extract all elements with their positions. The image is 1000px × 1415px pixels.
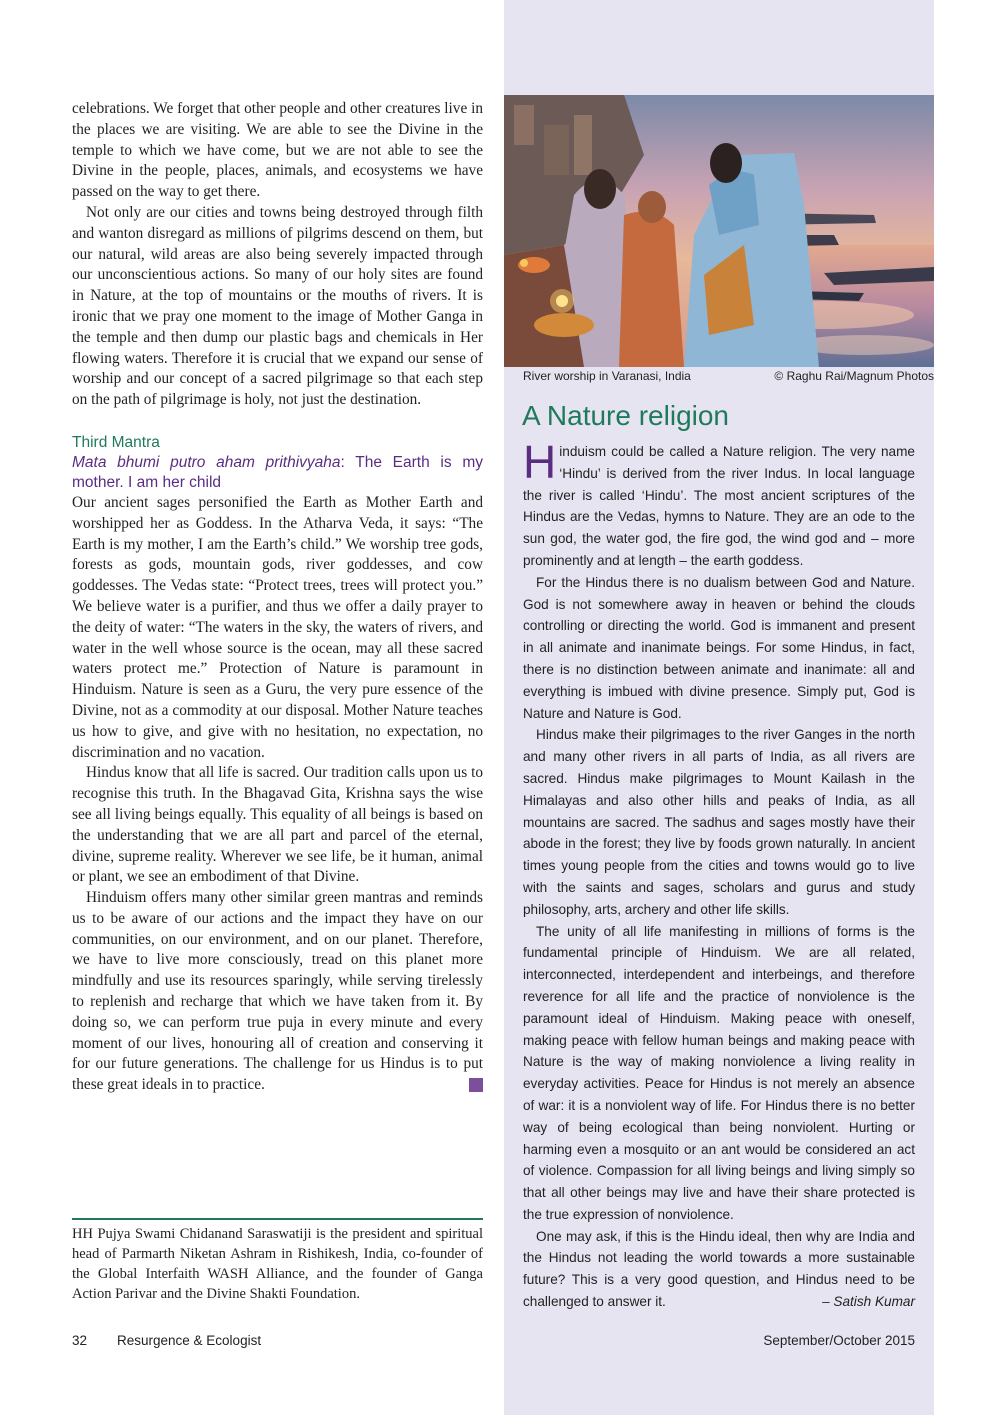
mantra-sanskrit: Mata bhumi putro aham prithivyaha [72, 453, 341, 471]
magazine-name: Resurgence & Ecologist [117, 1333, 262, 1348]
page-number: 32 [72, 1333, 88, 1348]
sidebar-paragraph: For the Hindus there is no dualism between God and Nature. God is not somewhere away in heaven or behind the clouds controlling or directing the world. God is immanent and present in all animate and inanimate beings. For some Hindus, in fact, there is no distinction between animate and inanimate: all and everything is imbued with divine presence. Simply put, God is Nature and Nature is God. [523, 574, 915, 721]
sidebar-paragraph [523, 436, 915, 572]
main-article-column [72, 99, 491, 1096]
end-mark-icon: R [469, 1078, 483, 1092]
sidebar-paragraph: Hindus make their pilgrimages to the river Ganges in the north and many other rivers in all parts of India, as all rivers are sacred. Hindus make pilgrimages to Mount Kailash in the Himalayas and also other hills and peaks of India, as all mountains are sacred. The sadhus and sages mostly have their abode in the forest; they live by foods grown naturally. In ancient times young people from the cities and towns would go to live with the saints and sages, scholars and gurus and study philosophy, arts, archery and other life skills. [523, 727, 915, 917]
sidebar-paragraph: The unity of all life manifesting in millions of forms is the fundamental principle of Hinduism. We are all related, interconnected, interdependent and interbeings, and therefore reverence for all life and the practice of nonviolence is the paramount ideal of Hinduism. Making peace with oneself, making peace with fellow human beings and making peace with Nature is the way of making nonviolence a living reality in everyday activities. Peace for Hindus is not merely an absence of war: it is a nonviolent way of life. For Hindus there is no better way of being ecological than being nonviolent. Hurting or harming even a mosquito or an ant would be considered an act of violence. Compassion for all living beings and living simply so that all other beings may live and have their share protected is the true expression of nonviolence. [523, 923, 915, 1222]
sidebar-column [523, 436, 915, 1313]
sidebar-title: A Nature religion [522, 400, 730, 431]
article-paragraph: Hindus know that all life is sacred. Our tradition calls upon us to recognise this truth. In the Bhagavad Gita, Krishna says the wise see all living beings equally. This equality of all beings is based on the understanding that we are all part and parcel of the eternal, divine, supreme reality. Wherever we see life, be it human, animal or plant, we see an embodiment of that Divine. [72, 764, 483, 886]
sidebar-paragraph-text: One may ask, if this is the Hindu ideal, then why are India and the Hindus not leading the world towards a more sustainable future? This is a very good question, and Hindus need to be challenged to answer it. [523, 1228, 915, 1310]
article-paragraph [72, 888, 491, 1096]
river-worship-photo [504, 95, 934, 367]
sidebar-paragraph [523, 1226, 915, 1313]
drop-cap: H [523, 436, 557, 488]
article-paragraph-text: Hinduism offers many other similar green mantras and reminds us to be aware of our actions and the impact they have on our communities, on our environment, and on our planet. Therefore, we have to live more consciously, tread on this planet more mindfully and use its resources sparingly, while serving tirelessly to replenish and recharge that which we have taken from it. By doing so, we can perform true puja in every minute and every moment of our lives, honouring all of creation and conserving it for our future generations. The challenge for us Hindus is to put these great ideals in to practice. [72, 889, 483, 1094]
article-paragraph: Not only are our cities and towns being destroyed through filth and wanton disregard as millions of pilgrims descend on them, but our natural, wild areas are also being severely impacted through our unconscientious actions. So many of our holy sites are found in Nature, at the top of mountains or the mouths of rivers. It is ironic that we pray one moment to the image of Mother Ganga in the temple and then dump our plastic bags and chemicals in Her flowing waters. Therefore it is crucial that we expand our sense of worship and our concept of a sacred pilgrimage so that each step on the path of pilgrimage is holy, not just the destination. [72, 203, 483, 409]
photo-credit: © Raghu Rai/Magnum Photos [774, 369, 934, 383]
article-paragraph: Our ancient sages personified the Earth as Mother Earth and worshipped her as Goddess. In the Atharva Veda, it says: “The Earth is my mother, I am the Earth’s child.” We worship tree gods, forests as gods, mountain gods, river goddesses, and cow goddesses. The Vedas state: “Protect trees, trees will protect you.” We believe water is a purifier, and thus we offer a daily prayer to the deity of water: “The waters in the sky, the waters of rivers, and water in the well whose source is the ocean, may all these sacred waters protect me.” Protection of Nature is paramount in Hinduism. Nature is seen as a Guru, the very pure essence of the Divine, not as a commodity at our disposal. Mother Nature teaches us how to give, and give with no hesitation, no expectation, no discrimination and no vacation. [72, 493, 483, 761]
mantra-subheading [72, 453, 483, 493]
issue-date: September/October 2015 [763, 1333, 915, 1348]
mantra-heading: Third Mantra [72, 433, 160, 451]
bio-divider [72, 1218, 483, 1220]
sidebar-paragraph-text: induism could be called a Nature religion. The very name ‘Hindu’ is derived from the river Indus. In local language the river is called ‘Hindu’. The most ancient scriptures of the Hindus are the Vedas, hymns to Nature. They are an ode to the sun god, the water god, the fire god, the wind god and – more prominently and at length – the earth goddess. [523, 444, 915, 568]
author-bio: HH Pujya Swami Chidanand Saraswatiji is the president and spiritual head of Parmarth Niketan Ashram in Rishikesh, India, co-founder of the Global Interfaith WASH Alliance, and the founder of Ganga Action Parivar and the Divine Shakti Foundation. [72, 1226, 483, 1302]
photo-caption: River worship in Varanasi, India [523, 369, 691, 383]
article-paragraph: celebrations. We forget that other people and other creatures live in the places we are visiting. We are able to see the Divine in the temple to which we have come, but we are not able to see the Divine in the people, places, animals, and ecosystems we have passed on the way to get there. [72, 100, 483, 201]
sidebar-byline: – Satish Kumar [822, 1294, 915, 1310]
mantra-translation: : The Earth is my mother. I am her child [72, 453, 483, 491]
